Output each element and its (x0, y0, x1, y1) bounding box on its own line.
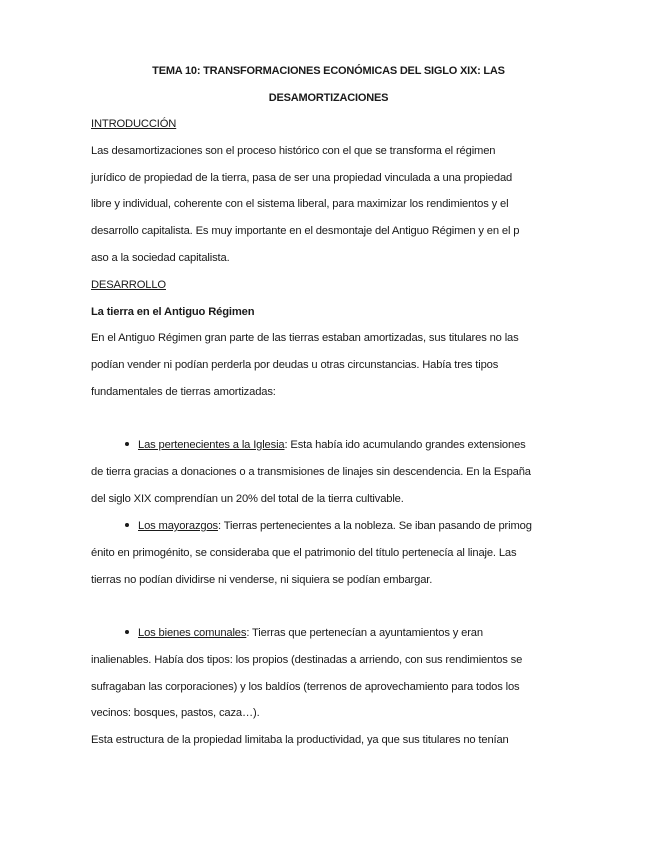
list-item-continuation: sufragaban las corporaciones) y los baldíos (terrenos de aprovechamiento para todos los (91, 681, 520, 693)
desarrollo-paragraph-line: En el Antiguo Régimen gran parte de las tierras estaban amortizadas, sus titulares no las (91, 332, 519, 344)
list-item-label: Los mayorazgos (138, 520, 218, 532)
bullet-icon (125, 442, 129, 446)
list-item-continuation: inalienables. Había dos tipos: los propios (destinadas a arriendo, con sus rendimientos se (91, 654, 523, 666)
list-item-text: : Esta había ido acumulando grandes extensiones (284, 439, 526, 451)
list-item-continuation: de tierra gracias a donaciones o a transmisiones de linajes sin descendencia. En la España (91, 466, 531, 478)
desarrollo-paragraph-line: fundamentales de tierras amortizadas: (91, 386, 276, 398)
list-item-continuation: vecinos: bosques, pastos, caza…). (91, 707, 260, 719)
list-item-label: Las pertenecientes a la Iglesia (138, 439, 285, 451)
list-item-label: Los bienes comunales (138, 627, 247, 639)
intro-paragraph-line: aso a la sociedad capitalista. (91, 252, 230, 264)
list-item-bienes-comunales (125, 626, 483, 640)
list-item-mayorazgos (125, 519, 532, 533)
list-item-continuation: del siglo XIX comprendían un 20% del total de la tierra cultivable. (91, 493, 404, 505)
list-item-continuation: énito en primogénito, se consideraba que el patrimonio del título pertenecía al linaje. Las (91, 547, 517, 559)
document-title-line-1: TEMA 10: TRANSFORMACIONES ECONÓMICAS DEL SIGLO XIX: LAS (152, 65, 505, 77)
intro-paragraph-line: Las desamortizaciones son el proceso histórico con el que se transforma el régimen (91, 145, 496, 157)
desarrollo-paragraph-line: podían vender ni podían perderla por deudas u otras circunstancias. Había tres tipos (91, 359, 499, 371)
closing-paragraph-line: Esta estructura de la propiedad limitaba la productividad, ya que sus titulares no tenían (91, 734, 509, 746)
bullet-icon (125, 523, 129, 527)
list-item-iglesia (125, 438, 526, 452)
list-item-text: : Tierras pertenecientes a la nobleza. Se iban pasando de primog (217, 520, 532, 532)
section-heading-introduccion: INTRODUCCIÓN (91, 118, 177, 130)
bullet-icon (125, 630, 129, 634)
list-item-text: : Tierras que pertenecían a ayuntamientos y eran (246, 627, 483, 639)
intro-paragraph-line: jurídico de propiedad de la tierra, pasa de ser una propiedad vinculada a una propiedad (91, 172, 513, 184)
subsection-heading: La tierra en el Antiguo Régimen (91, 306, 255, 318)
intro-paragraph-line: desarrollo capitalista. Es muy importante en el desmontaje del Antiguo Régimen y en el p (91, 225, 520, 237)
document-title-line-2: DESAMORTIZACIONES (268, 92, 389, 104)
section-heading-desarrollo: DESARROLLO (91, 279, 166, 291)
intro-paragraph-line: libre y individual, coherente con el sistema liberal, para maximizar los rendimientos y el (91, 198, 509, 210)
list-item-continuation: tierras no podían dividirse ni venderse, ni siquiera se podían embargar. (91, 574, 433, 586)
